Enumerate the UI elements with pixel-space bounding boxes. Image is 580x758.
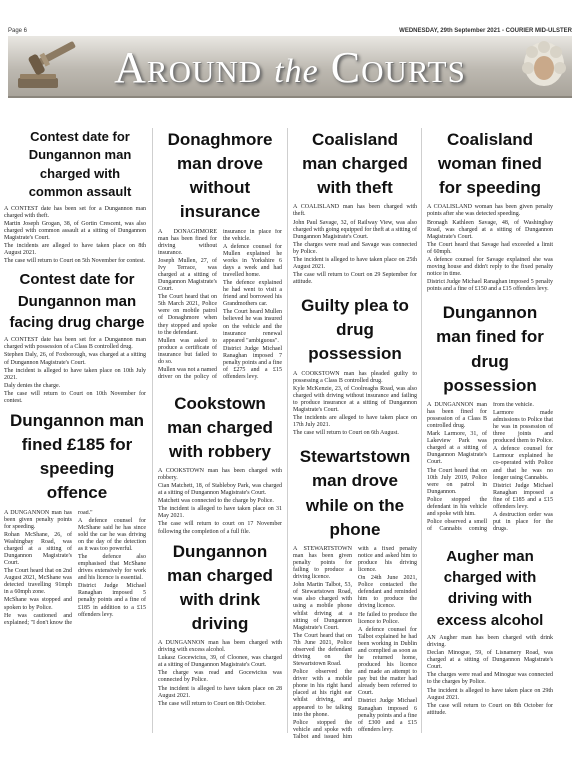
- paragraph: Daly denies the charge.: [4, 382, 61, 389]
- paragraph: Cian Matchett, 18, of Stableboy Park, was charged at a sitting of Dungannon Magistrate's Court.: [158, 483, 282, 497]
- paragraph: The defence explained he had went to visit a friend and borrowed his Grandmothers car.: [223, 280, 282, 308]
- paragraph: District Judge Michael Ranaghan imposed 5 penalty points and a fine of £150 and a £15 offenders levy.: [427, 279, 553, 293]
- article-body: [158, 468, 282, 536]
- paragraph: A destruction order was put in place for the drugs.: [493, 511, 553, 533]
- column-3: [293, 128, 417, 758]
- paragraph: The incident is alleged to have taken place on 25th August 2021.: [293, 256, 417, 270]
- article-body: [427, 402, 553, 540]
- paragraph: District Judge Michael Ranaghan imposed a fine of £185 and a £15 offenders levy.: [493, 482, 553, 510]
- column-rule: [421, 128, 422, 733]
- headline: Dungannon man charged with drink driving: [167, 541, 273, 633]
- paragraph: A COOKSTOWN man has pleaded guilty to possessing a Class B controlled drug.: [293, 370, 417, 384]
- article-augher: [427, 546, 553, 717]
- paragraph: The incident is alleged to have taken place on 29th August 2021.: [427, 687, 553, 701]
- article-body: [293, 371, 417, 438]
- headline: Cookstown man charged with robbery: [167, 393, 273, 461]
- paragraph: A STEWARTSTOWN man has been given penalty points for failing to produce a driving licence.: [293, 545, 352, 581]
- headline: Guilty plea to drug possession: [301, 296, 409, 364]
- article-body: [427, 204, 553, 293]
- paragraph: Police stopped the vehicle and spoke with Talbot and issued him with a fixed penalty notice and asked him to produce his driving licence.: [293, 545, 417, 740]
- paragraph: District Judge Michael Ranaghan imposed 5 penalty points and a fine of £185 in addition to a £15 offenders levy.: [78, 583, 146, 618]
- page-number: Page 6: [8, 28, 28, 34]
- paragraph: The case will return to Court on 29 September for attitude.: [293, 272, 417, 286]
- paragraph: The case will return to Court on 8th October for attitude.: [427, 702, 553, 716]
- paragraph: The case will return to Court on 6th August.: [293, 430, 399, 437]
- paragraph: A COALISLAND man has been charged with theft.: [293, 204, 417, 218]
- headline: Contest date for Dungannon man charged with common assault: [28, 129, 132, 200]
- paragraph: A CONTEST date has been set for a Dungannon man charged with theft.: [4, 205, 146, 219]
- article-contest-drug: [4, 269, 146, 405]
- headline: Augher man charged with driving with excess alcohol: [436, 547, 544, 629]
- paragraph: A COOKSTOWN man has been charged with robbery.: [158, 467, 282, 481]
- headline: Dungannon man fined £185 for speeding offence: [9, 411, 145, 503]
- paragraph: AN Augher man has been charged with drink driving.: [427, 635, 553, 649]
- article-body: [427, 635, 553, 717]
- column-2: [158, 128, 282, 709]
- paragraph: Police observed a smell of Cannabis coming from the vehicle.: [427, 401, 534, 533]
- paragraph: The case will return to Court on 8th October.: [158, 700, 266, 707]
- paragraph: A DUNGANNON man has been charged with driving with excess alcohol.: [158, 640, 282, 654]
- paragraph: A COALISLAND woman has been given penalty points after she was detected speeding.: [427, 204, 553, 218]
- article-drink-driving: [158, 540, 282, 708]
- article-body: [4, 337, 146, 405]
- paragraph: Larmore made admissions to Police that he was in possession of three joints and produced them to Police.: [493, 409, 553, 445]
- paragraph: A defence counsel for Mullen explained he works in Yorkshire 6 days a week and had travelled home.: [223, 243, 282, 278]
- article-body: [158, 640, 282, 708]
- section-title: [8, 42, 572, 93]
- paragraph: On 24th June 2021, Police contacted the defendant and reminded him to produce the driving licence.: [358, 575, 417, 610]
- paragraph: The Court heard that on 2nd August 2021, McShane was detected travelling 91mph in a 60mph zone.: [4, 568, 72, 596]
- paragraph: McShane was stopped and spoken to by Police.: [4, 597, 72, 611]
- paragraph: Joseph Mullen, 27, of Ivy Terrace, was charged at a sitting of Dungannon Magistrate's Court.: [158, 257, 217, 293]
- paragraph: John Paul Savage, 32, of Railway View, was also charged with going equipped for theft at a sitting of Dungannon Magistrate's Court.: [293, 219, 417, 240]
- article-guilty-plea: [293, 294, 417, 437]
- title-right: Courts: [330, 43, 466, 92]
- paragraph: Stephen Daly, 26, of Foxborough, was charged at a sitting of Dungannon Magistrate's Court.: [4, 352, 146, 366]
- paragraph: Kyle McKenzie, 23, of Coolreaghs Road, was also charged with driving without insurance and failing to produce insurance at a sitting of Dungannon Magistrate's Court.: [293, 385, 417, 413]
- paragraph: Mark Larmore, 31, of Lakeview Park was charged at a sitting of Dungannon Magistrate's Court.: [427, 431, 487, 466]
- paragraph: The Court heard that on 5th March 2021, Police were on mobile patrol of Donaghmore when they stopped and spoke to the defendant.: [158, 294, 217, 336]
- title-the: the: [274, 53, 319, 90]
- paragraph: A DUNGANNON man has been given penalty points for speeding.: [4, 509, 72, 530]
- page-header: [0, 0, 580, 34]
- paragraph: A defence counsel for McShane said he has since sold the car he was driving on the day of the detection as it was too powerful.: [78, 517, 146, 552]
- article-body: [293, 546, 417, 758]
- article-drug-possession: [427, 301, 553, 540]
- paragraph: A DONAGHMORE man has been fined for driving without insurance.: [158, 228, 217, 256]
- column-4: [427, 128, 553, 718]
- article-contest-assault: [4, 128, 146, 265]
- headline: Coalisland woman fined for speeding: [438, 130, 542, 198]
- paragraph: A CONTEST date has been set for a Dungannon man charged with possession of a Class B controlled drug.: [4, 337, 146, 351]
- article-coalisland-speeding: [427, 128, 553, 293]
- paragraph: The charges were read and Minogue was connected to the charges by Police.: [427, 672, 553, 686]
- paragraph: The Court heard that on 10th July 2019, Police were on patrol in Dungannon.: [427, 467, 487, 495]
- headline: Contest date for Dungannon man facing drug charge: [9, 271, 145, 332]
- judge-wig-icon: [510, 38, 570, 94]
- paragraph: The incident is alleged to have taken place on 31 May 2021.: [158, 506, 282, 520]
- paragraph: The Court heard that on 7th June 2021, Police observed the defendant driving on the Stewartstown Road.: [293, 632, 352, 668]
- paragraph: Mullen was not a named driver on the policy of insurance in place for the vehicle.: [158, 228, 282, 381]
- column-rule: [152, 128, 153, 733]
- paragraph: The incident is alleged to have taken place on 28 August 2021.: [158, 685, 282, 699]
- article-coalisland-theft: [293, 128, 417, 286]
- paragraph: Matchett was connected to the charge by Police.: [158, 498, 274, 505]
- article-body: [158, 229, 282, 389]
- paragraph: The incidents are alleged to have taken place on 17th July 2021.: [293, 415, 417, 429]
- paragraph: Bronagh Kathleen Savage, 48, of Washingbay Road, was charged at a sitting of Dungannon Magistrate's Court.: [427, 219, 553, 240]
- headline: Dungannon man fined for drug possession: [436, 303, 544, 395]
- paragraph: District Judge Michael Ranaghan imposed 7 penalty points and a fine of £275 and a £15 offenders levy.: [223, 345, 282, 381]
- article-body: [4, 206, 146, 266]
- paragraph: Police stopped the defendant in his vehicle and spoke with him.: [427, 496, 487, 517]
- paragraph: Mullen was asked to produce a certificate of insurance but failed to do so.: [158, 337, 217, 365]
- paragraph: The case will return to court on 17 November following the completion of a full file.: [158, 521, 282, 535]
- paragraph: A DUNGANNON man has been fined for possession of a Class B controlled drug.: [427, 401, 487, 430]
- column-rule: [287, 128, 288, 733]
- paragraph: John Martin Talbot, 53, of Stewartstown Road, was also charged with using a mobile phone whilst driving at a sitting of Dungannon Magistrate's Court.: [293, 582, 352, 631]
- paragraph: The charges were read and Savage was connected by Police.: [293, 241, 417, 255]
- article-body: [4, 510, 146, 652]
- headline: Donaghmore man drove without insurance: [167, 130, 273, 222]
- paragraph: Declan Minogue, 59, of Lisnamery Road, was charged at a sitting of Dungannon Magistrate's Court.: [427, 650, 553, 671]
- paragraph: The case will return to Court on 5th November for contest.: [4, 258, 146, 265]
- paragraph: Police observed the driver with a mobile phone in his right hand placed at his right ear whilst driving, and appeared to be talking into the phone.: [293, 669, 352, 718]
- article-body: [293, 204, 417, 286]
- paragraph: The Court heard that Savage had exceeded a limit of 60mph.: [427, 241, 553, 255]
- paragraph: A defence counsel for Talbot explained he had been working in Dublin and complied as soon as he returned home, produced his licence and made an attempt to pay but the matter had already been referred to Court.: [358, 626, 417, 697]
- paragraph: The charge was read and Gocewicius was connected by Police.: [158, 670, 282, 684]
- paragraph: Lukasz Gocewicius, 39, of Cloonee, was charged at a sitting of Dungannon Magistrate's Court.: [158, 655, 282, 669]
- section-banner: [8, 36, 572, 98]
- article-stewartstown-phone: [293, 445, 417, 758]
- paragraph: He was cautioned and explained; "I don't know the road.": [4, 509, 93, 626]
- paragraph: The incident is alleged to have taken place on 10th July 2021.: [4, 367, 146, 381]
- headline: Stewartstown man drove while on the phone: [299, 447, 411, 539]
- headline: Coalisland man charged with theft: [302, 130, 408, 198]
- paragraph: Rohan McShane, 26, of Washingbay Road, was charged at a sitting of Dungannon Magistrate's Court.: [4, 531, 72, 567]
- paragraph: The case will return to Court on 10th November for contest.: [4, 390, 146, 404]
- paragraph: A defence counsel for Savage explained she was moving house and didn't reply to the fixed penalty notice in time.: [427, 256, 553, 278]
- paragraph: A defence counsel for Larmour explained he co-operated with Police and that he was no longer using Cannabis.: [493, 446, 553, 481]
- paragraph: District Judge Michael Ranaghan imposed 6 penalty points and a fine of £300 and a £15 offenders levy.: [358, 698, 417, 733]
- column-1: [4, 128, 146, 652]
- article-donaghmore: [158, 128, 282, 389]
- dateline: WEDNESDAY, 29th September 2021 - COURIER MID-ULSTER: [399, 28, 572, 34]
- paragraph: The incidents are alleged to have taken place on 8th August 2021.: [4, 243, 146, 257]
- paragraph: Martin Joseph Grogan, 38, of Gortin Crescent, was also charged with common assault at a sitting of Dungannon Magistrate's Court.: [4, 220, 146, 242]
- paragraph: The Court heard Mullen believed he was insured on the vehicle and the insurance renewal appeared "ambiguous".: [223, 309, 282, 344]
- paragraph: The defence also emphasised that McShane drives extensively for work and his licence is essential.: [78, 554, 146, 582]
- article-speeding-185: [4, 409, 146, 652]
- paragraph: He failed to produce the licence to Police.: [358, 611, 417, 625]
- title-left: Around: [114, 43, 263, 92]
- article-cookstown-robbery: [158, 392, 282, 536]
